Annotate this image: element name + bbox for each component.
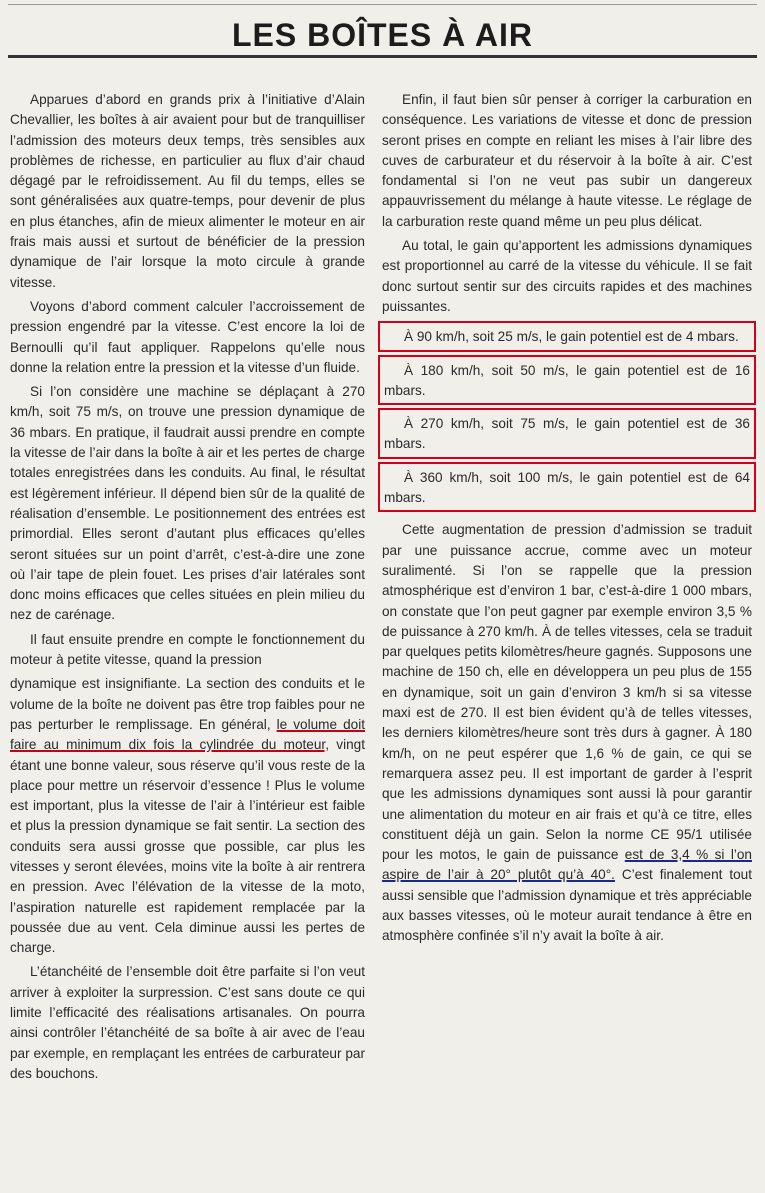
left-column <box>10 90 365 1088</box>
text-run: C’est finalement tout aussi sensible que l’admission dynamique et très appréciable aux basses vitesses, où le moteur aurait tendance à être en atmosphère confinée s’il n’y avait la boîte à air. <box>382 867 752 944</box>
paragraph: Enfin, il faut bien sûr penser à corriger la carburation en conséquence. Les variations de vitesse et donc de pression seront prises en compte en reliant les mises à l’air libre des cuves de carburateur et du réservoir à la boîte à air. C’est fondamental si l’on ne veut pas subir un dangereux appauvrissement du mélange à haute vitesse. Le réglage de la carburation reste quand même un peu plus délicat. <box>382 92 752 229</box>
highlighted-text: À 90 km/h, soit 25 m/s, le gain potentiel est de 4 mbars. <box>404 329 739 345</box>
paragraph <box>10 674 365 958</box>
text-run: dynamique est insignifiante. La section des conduits et le volume de la boîte ne doivent pas être trop faibles pour ne pas perturber le remplissage. En général, <box>10 676 365 732</box>
paragraph: Apparues d’abord en grands prix à l’initiative d’Alain Chevallier, les boîtes à air avaient pour but de tranquilliser l’admission des moteurs deux temps, très sensibles aux problèmes de richesse, en particulier au flux d’air chaud dégagé par le refroidissement. Au fil du temps, elles se sont généralisées aux quatre-temps, pour devenir de plus en plus étanches, afin de mieux alimenter le moteur en air frais mais aussi et surtout de bénéficier de la pression dynamique de l’air lorsque la moto circule à grande vitesse. <box>10 92 365 290</box>
paragraph <box>382 520 752 946</box>
red-underlined-text: le volume doit faire au minimum dix fois la cylindrée du moteur, <box>10 716 365 753</box>
highlight-box <box>378 462 756 513</box>
highlight-box <box>378 321 756 351</box>
paragraph: Si l’on considère une machine se déplaçant à 270 km/h, soit 75 m/s, on trouve une pression dynamique de 36 mbars. En pratique, il faudrait aussi prendre en compte la vitesse de l’air dans la boîte à air et les pertes de charge totales enregistrées dans les conduits. Au final, le résultat est légèrement inférieur. Il dépend bien sûr de la qualité de réalisation d’ensemble. Le positionnement des entrées est primordial. Elles seront d’autant plus efficaces qu’elles seront situées sur un point d’arrêt, c’est-à-dire une zone où l’air tape de plein fouet. Les prises d’air latérales sont donc moins efficaces que celles situées en plein milieu du nez de carénage. <box>10 384 365 623</box>
text-run: vingt étant une bonne valeur, sous réserve qu’il vous reste de la place pour mettre un réservoir d’essence ! Plus le volume est important, plus la vitesse de l’air à l’intérieur est faible et plus la pression dynamique se fait sentir. La section des conduits sera aussi grosse que possible, car plus les vitesses y seront élevées, moins vite la boîte à air rentrera en pression. Avec l’élévation de la vitesse de la moto, l’aspiration naturelle est rapidement remplacée par la poussée due au vent. Cela diminue aussi les pertes de charge. <box>10 737 365 956</box>
highlight-box <box>378 355 756 406</box>
paragraph: L’étanchéité de l’ensemble doit être parfaite si l’on veut arriver à exploiter la surpression. C’est sans doute ce qui limite l’efficacité des réalisations artisanales. On pourra ainsi contrôler l’étanchéité de sa boîte à air avec de l’eau par exemple, en remplaçant les entrées de carburateur par des bouchons. <box>10 964 365 1081</box>
text-run: Cette augmentation de pression d’admission se traduit par une puissance accrue, comme avec un moteur suralimenté. Si l’on se rappelle que la pression atmosphérique est d’environ 1 bar, c’est-à-dire 1 000 mbars, on constate que l’on peut gagner par exemple environ 3,5 % de puissance à 270 km/h. À de telles vitesses, cela se traduit par quelques petits kilomètres/heure gagnés. Supposons une machine de 150 ch, elle en développera un peu plus de 155 en dynamique, soit un gain d’environ 3 km/h si sa vitesse maxi est de 270. Il est bien évident qu’à de telles vitesses, les derniers kilomètres/heure sont très durs à gagner. À 180 km/h, on ne peut espérer que 1,6 % de gain, ce qui se remarquera assez peu. Il est important de garder à l’esprit que les admissions dynamiques sont aussi là pour garantir une alimentation du moteur en air frais et qu’à ce titre, elles constituent déjà un gain. Selon la norme CE 95/1 utilisée pour les motos, le gain de puissance <box>382 522 752 863</box>
title-bar <box>8 4 757 58</box>
blue-underlined-text: est de 3,4 % si l’on aspire de l’air à 20° plutôt qu’à 40°. <box>382 847 752 883</box>
paragraph: Il faut ensuite prendre en compte le fonctionnement du moteur à petite vitesse, quand la pression <box>10 631 365 668</box>
right-column <box>382 90 752 951</box>
highlighted-text: À 270 km/h, soit 75 m/s, le gain potentiel est de 36 mbars. <box>384 416 750 452</box>
page-title: LES BOÎTES À AIR <box>231 17 534 53</box>
highlight-box <box>378 408 756 459</box>
paragraph: Au total, le gain qu’apportent les admissions dynamiques est proportionnel au carré de la vitesse du véhicule. Il se fait donc surtout sentir sur des circuits rapides et des machines puissantes. <box>382 238 752 314</box>
highlighted-text: À 180 km/h, soit 50 m/s, le gain potentiel est de 16 mbars. <box>384 362 750 398</box>
paragraph: Voyons d’abord comment calculer l’accroissement de pression engendré par la vitesse. C’est encore la loi de Bernoulli qu’il faut appliquer. Rappelons qu’elle nous donne la relation entre la pression et la vitesse d’un fluide. <box>10 298 365 375</box>
highlighted-text: À 360 km/h, soit 100 m/s, le gain potentiel est de 64 mbars. <box>384 469 750 506</box>
